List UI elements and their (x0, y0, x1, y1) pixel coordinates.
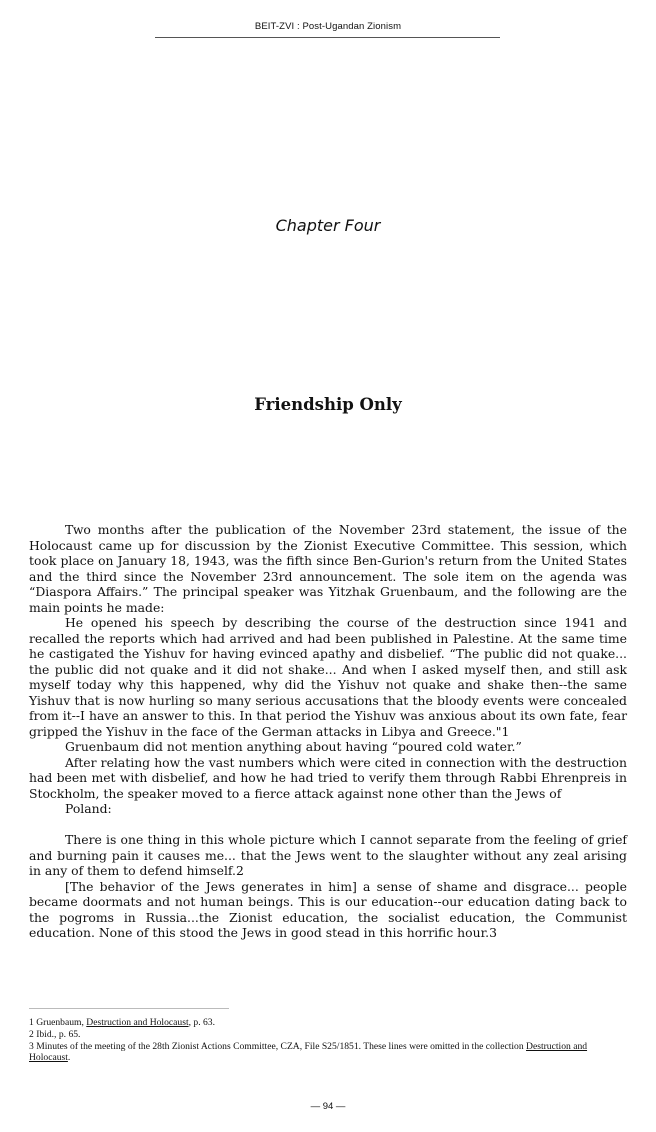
paragraph-1: Two months after the publication of the November 23rd statement, the issue of the Holocaust came up for discussion by the Zionist Executive Committee. This session, which took place on January 18, 1943, was the fifth since Ben-Gurion's return from the United States and the third since the November 23rd announcement. The sole item on the agenda was “Diaspora Affairs.” The principal speaker was Yitzhak Gruenbaum, and the following are the main points he made: (29, 522, 627, 615)
footnote-rule (29, 1008, 229, 1009)
page-number: — 94 — (310, 1101, 346, 1112)
footnote-1-text: 1 Gruenbaum, (29, 1017, 87, 1028)
footnote-3-post: . (67, 1052, 71, 1064)
paragraph-3: Gruenbaum did not mention anything about having “poured cold water.” (65, 739, 522, 754)
footnote-3-text: 3 Minutes of the meeting of the 28th Zionist Actions Committee, CZA, File S25/1851. These lines were omitted in the collection (29, 1040, 527, 1052)
paragraph-4: After relating how the vast numbers which were cited in connection with the destruction had been met with disbelief, and how he had tried to verify them through Rabbi Ehrenpreis in Stockholm, the speaker moved to a fierce attack against none other than the Jews of (29, 754, 627, 801)
footnote-1-post: , p. 63. (188, 1017, 215, 1028)
footnote-3-title: Destruction and Holocaust (29, 1040, 588, 1064)
footnote-2: 2 Ibid., p. 65. (29, 1028, 81, 1040)
paragraph-5: Poland: (65, 801, 112, 816)
chapter-title: Friendship Only (254, 395, 402, 414)
running-header: BEIT-ZVI : Post-Ugandan Zionism (254, 21, 402, 32)
quote-paragraph-2: [The behavior of the Jews generates in him] a sense of shame and disgrace... people became doormats and not human beings. This is our education--our education dating back to the pogroms in Russia...the Zionist education, the socialist education, the Communist education. None of this stood the Jews in good stead in this horrific hour.3 (29, 878, 627, 940)
chapter-label: Chapter Four (275, 216, 381, 235)
quote-paragraph-1: There is one thing in this whole picture which I cannot separate from the feeling of grief and burning pain it causes me... that the Jews went to the slaughter without any zeal arising in any of them to defend himself.2 (29, 832, 627, 878)
footnote-3 (29, 1041, 627, 1065)
header-rule (155, 37, 500, 38)
body-text (29, 522, 627, 941)
paragraph-2: He opened his speech by describing the course of the destruction since 1941 and recalled the reports which had arrived and had been published in Palestine. At the same time he castigated the Yishuv for having evinced apathy and disbelief. “The public did not quake... the public did not quake and it did not shake... And when I asked myself then, and still ask myself today why this happened, why did the Yishuv not quake and shake then--the same Yishuv that is now hurling so many serious accusations that the bloody events were concealed from it--I have an answer to this. In that period the Yishuv was anxious about its own fate, fear gripped the Yishuv in the face of the German attacks in Libya and Greece."1 (29, 615, 627, 739)
footnote-1-title: Destruction and Holocaust (86, 1017, 189, 1028)
footnote-1 (29, 1017, 627, 1029)
footnotes (29, 1017, 627, 1064)
